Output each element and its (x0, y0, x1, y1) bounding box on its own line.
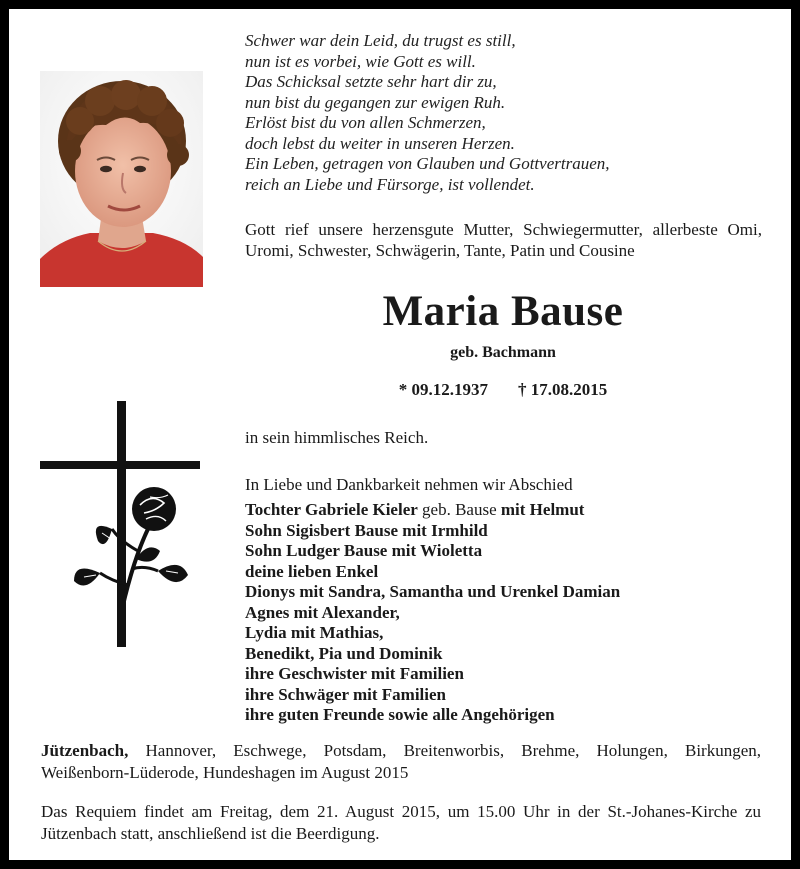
mourner-line: ihre Geschwister mit Familien (245, 664, 464, 683)
place-others: Hannover, Eschwege, Potsdam, Breitenworbis, Brehme, Holungen, Birkungen, Weißenborn-Lüderode, Hundeshagen im August 2015 (41, 741, 761, 782)
obituary-card (9, 9, 791, 860)
mourner-partner: mit Helmut (500, 500, 585, 519)
mourner-name: Tochter Gabriele Kieler (245, 500, 418, 519)
life-dates (245, 379, 761, 401)
poem-line: reich an Liebe und Fürsorge, ist vollendet. (245, 174, 535, 194)
mourners-list (245, 500, 765, 726)
poem-line: nun bist du gegangen zur ewigen Ruh. (245, 92, 506, 112)
poem-line: Erlöst bist du von allen Schmerzen, (245, 113, 486, 132)
mourner-line: deine lieben Enkel (245, 561, 379, 581)
poem-line: nun ist es vorbei, wie Gott es will. (245, 51, 476, 71)
mourner-line: Sohn Ludger Bause mit Wioletta (245, 541, 483, 560)
farewell-text: In Liebe und Dankbarkeit nehmen wir Abschied (245, 475, 573, 494)
poem-line: doch lebst du weiter in unseren Herzen. (245, 133, 515, 153)
mourner-maiden-name: geb. Bause (417, 500, 501, 519)
poem-line: Ein Leben, getragen von Glauben und Gottvertrauen, (245, 154, 610, 173)
deceased-name: Maria Bause (382, 288, 624, 335)
birth-name: geb. Bachmann (450, 344, 556, 361)
mourner-line: Lydia mit Mathias, (245, 623, 384, 642)
mourner-line: Sohn Sigisbert Bause mit Irmhild (245, 520, 488, 540)
mourner-line: Dionys mit Sandra, Samantha und Urenkel Damian (245, 582, 621, 601)
poem-line: Schwer war dein Leid, du trugst es still, (245, 31, 516, 50)
places-text (41, 740, 761, 784)
place-main: Jützenbach, (41, 741, 129, 760)
poem (245, 31, 785, 195)
mourner-line (245, 500, 765, 521)
heavenly-text: in sein himmlisches Reich. (245, 428, 429, 447)
intro-text: Gott rief unsere herzensgute Mutter, Schwiegermutter, allerbeste Omi, Uromi, Schwester, Schwägerin, Tante, Patin und Cousine (245, 220, 762, 260)
mourner-line: Benedikt, Pia und Dominik (245, 643, 443, 663)
requiem-text: Das Requiem findet am Freitag, dem 21. August 2015, um 15.00 Uhr in der St.-Johanes-Kirche zu Jützenbach statt, anschließend ist die Beerdigung. (41, 802, 761, 843)
death-date: † 17.08.2015 (518, 380, 608, 399)
portrait-photo (40, 71, 203, 287)
cross-with-rose-icon (40, 401, 200, 647)
mourner-line: ihre guten Freunde sowie alle Angehörigen (245, 705, 555, 724)
mourner-line: Agnes mit Alexander, (245, 602, 400, 622)
birth-date: * 09.12.1937 (398, 380, 488, 399)
poem-line: Das Schicksal setzte sehr hart dir zu, (245, 72, 497, 91)
mourner-line: ihre Schwäger mit Familien (245, 684, 446, 704)
